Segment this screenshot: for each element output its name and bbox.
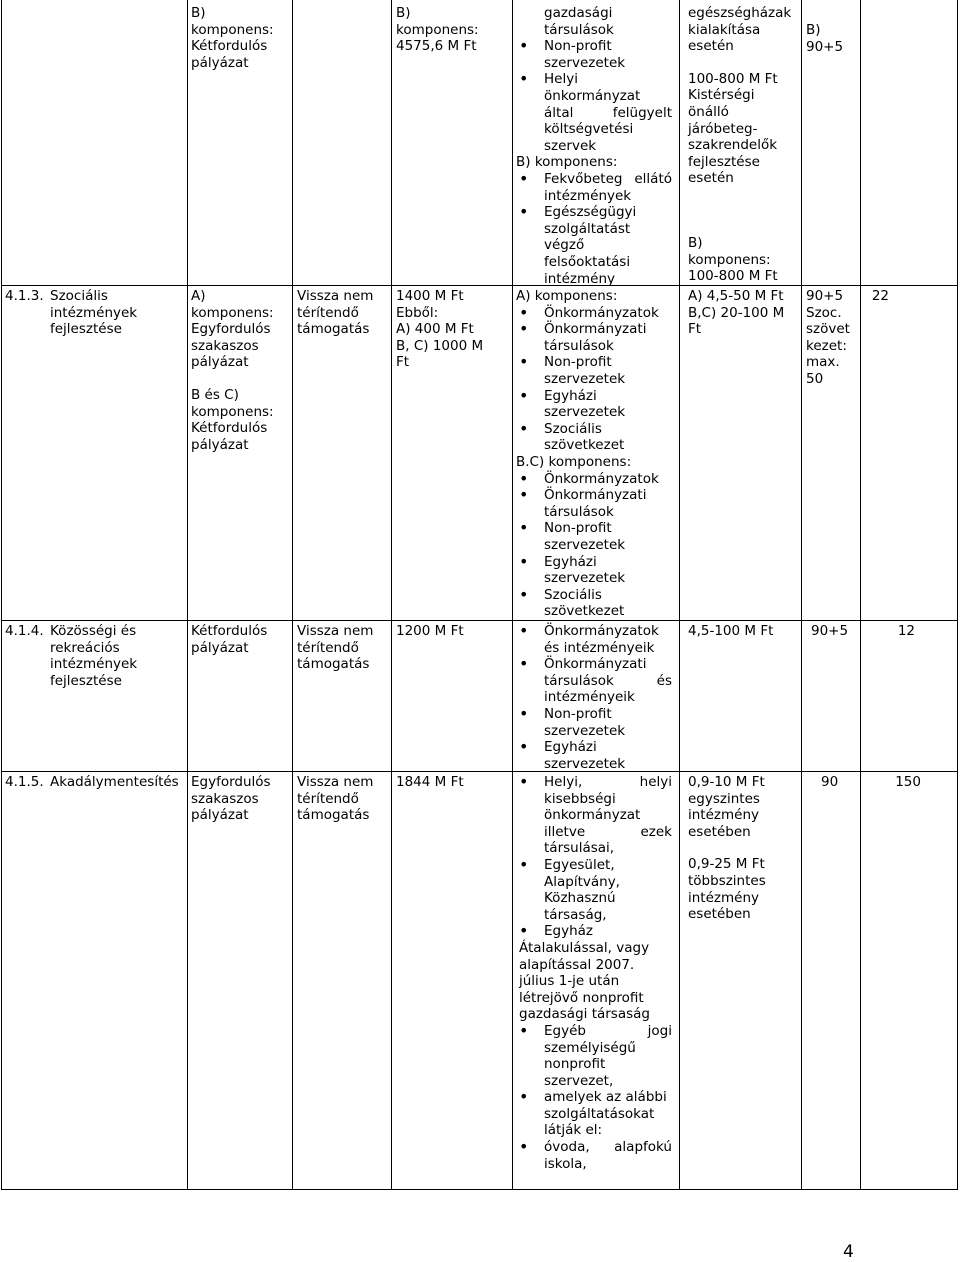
text-line: Vissza nem <box>297 623 374 639</box>
list-item <box>516 923 672 940</box>
text-line: pályázat <box>191 436 249 453</box>
text-line: B,C) 20-100 M <box>688 304 785 321</box>
list-item-text: amelyek az alábbi szolgáltatásokat látják el: <box>544 1089 667 1139</box>
text-line: Ft <box>688 321 702 338</box>
list-item-text: Egyéb jogi személyiségű nonprofit szervezet, <box>544 1022 672 1089</box>
text-line: pályázat <box>191 54 249 71</box>
list-item <box>516 71 672 154</box>
text-line: esetében <box>688 823 751 840</box>
row-amount <box>688 288 798 338</box>
row-divider <box>1 620 958 621</box>
list-item-text: Non-profit szervezetek <box>544 354 626 387</box>
row-eligible <box>516 623 672 772</box>
list-item-text: Egyházi szervezetek <box>544 553 626 587</box>
list-item-text: Önkormányzatok <box>544 470 659 487</box>
list-item-text: Egyházi szervezetek <box>544 739 626 772</box>
text-line: A) 4,5-50 M Ft <box>688 288 784 304</box>
list-item-text: Önkormányzati társulások <box>544 321 647 354</box>
row-duration <box>821 774 857 791</box>
list-item-text: Egészségügyi szolgáltatást végző felsőoktatási intézmény <box>544 204 637 287</box>
component-heading: B.C) komponens: <box>516 453 632 470</box>
funding-table <box>1 0 958 1190</box>
text-line: B és C) <box>191 386 239 403</box>
text-line: B) <box>191 5 206 21</box>
text-line: Kétfordulós <box>191 38 268 55</box>
list-item <box>516 388 672 421</box>
list-item <box>516 857 672 923</box>
list-item-text: Önkormányzatok <box>544 304 659 321</box>
text-line: 4.1.5. <box>5 774 44 790</box>
list-item <box>516 171 672 204</box>
list-item-text: óvoda, alapfokú iskola, <box>544 1139 672 1172</box>
row-count <box>863 774 921 791</box>
text-line: térítendő <box>297 639 359 656</box>
list-item <box>516 471 672 488</box>
row-count <box>863 623 915 640</box>
text-line: esetén <box>688 170 734 187</box>
row-name <box>50 774 187 791</box>
text-line: 4.1.4. <box>5 623 44 639</box>
list-item <box>516 706 672 739</box>
table-border-bottom <box>1 1189 958 1190</box>
list-item <box>516 305 672 322</box>
table-column-divider <box>512 0 513 1190</box>
text-line: 90+5 <box>806 38 844 55</box>
text-line: fejlesztése <box>50 672 122 689</box>
text-line: Kétfordulós <box>191 623 268 639</box>
row-type <box>191 774 286 824</box>
table-column-divider <box>801 0 802 1190</box>
text-line: 0,9-25 M Ft <box>688 856 765 873</box>
text-line: 90+5 <box>811 623 849 639</box>
text-line: támogatás <box>297 807 370 824</box>
row-type <box>191 623 286 656</box>
list-item-text: Fekvőbeteg ellátó intézmények <box>544 170 672 204</box>
cont-type-cell <box>191 5 286 71</box>
text-line: A) 400 M Ft <box>396 321 474 338</box>
text-line: Vissza nem <box>297 774 374 790</box>
list-item <box>516 487 672 520</box>
list-item-text: Szociális szövetkezet <box>544 586 625 620</box>
text-line: 90+5 <box>806 288 844 304</box>
text-line: intézmények <box>50 304 138 321</box>
list-item-text: Egyház <box>544 923 594 940</box>
list-item <box>516 554 672 587</box>
text-line: A) <box>191 288 206 304</box>
text-line: B, C) 1000 M <box>396 337 484 354</box>
row-support <box>297 288 389 338</box>
list-item <box>516 421 672 454</box>
text-line: komponens: <box>396 21 479 38</box>
row-eligible <box>516 288 672 620</box>
list-item-text: Non-profit szervezetek <box>544 38 626 71</box>
text-line: Kistérségi <box>688 87 755 104</box>
text-line: pályázat <box>191 354 249 371</box>
list-item <box>516 354 672 387</box>
text-line: 150 <box>895 774 921 790</box>
text-line: gazdasági <box>544 5 613 21</box>
list-item <box>516 739 672 772</box>
text-line: 0,9-10 M Ft <box>688 774 765 790</box>
cont-eligible-cell <box>516 5 672 287</box>
text-line: esetén <box>688 38 734 55</box>
table-column-divider <box>391 0 392 1190</box>
text-line: szakaszos <box>191 790 259 807</box>
text-line: térítendő <box>297 790 359 807</box>
text-line: támogatás <box>297 656 370 673</box>
cont-duration-cell <box>806 22 858 55</box>
list-item <box>516 587 672 620</box>
text-line: B) <box>688 234 703 251</box>
text-line: 12 <box>897 623 915 639</box>
text-line: fejlesztése <box>50 321 122 338</box>
row-type <box>191 288 286 453</box>
row-support <box>297 623 389 673</box>
text-line: pályázat <box>191 807 249 824</box>
text-line: B) <box>806 22 821 38</box>
text-line: komponens: <box>191 21 274 38</box>
text-line: max. <box>806 354 840 371</box>
text-line: többszintes <box>688 872 766 889</box>
list-item <box>516 520 672 553</box>
table-column-divider <box>187 0 188 1190</box>
row-budget <box>396 774 506 791</box>
text-line: Egyfordulós <box>191 774 271 790</box>
text-line: esetében <box>688 906 751 923</box>
row-amount <box>688 623 798 640</box>
row-number <box>5 774 45 791</box>
row-support <box>297 774 389 824</box>
text-line: Kétfordulós <box>191 420 268 437</box>
text-line: 100-800 M Ft <box>688 268 778 285</box>
text-line: egészségházak <box>688 5 792 21</box>
text-line: önálló <box>688 103 729 120</box>
list-item <box>516 656 672 706</box>
text-line: 4575,6 M Ft <box>396 38 477 55</box>
row-count <box>863 288 889 305</box>
text-line: 1400 M Ft <box>396 288 464 304</box>
text-line: Ft <box>396 354 410 371</box>
text-line: komponens: <box>688 251 771 268</box>
row-divider <box>1 771 958 772</box>
text-line: kezet: <box>806 337 847 354</box>
table-border-left <box>1 0 2 1190</box>
text-line: intézmény <box>688 807 759 824</box>
list-item <box>516 1139 672 1172</box>
list-item-text: Non-profit szervezetek <box>544 520 626 553</box>
component-heading: B) komponens: <box>516 154 618 171</box>
list-item-text: Önkormányzati társulások és intézményeik <box>544 656 672 706</box>
table-column-divider <box>860 0 861 1190</box>
text-line: intézmények <box>50 656 138 673</box>
text-line: 1200 M Ft <box>396 623 464 639</box>
list-item-text: Szociális szövetkezet <box>544 420 625 454</box>
row-number <box>5 288 45 305</box>
list-item-text: Önkormányzati társulások <box>544 487 647 520</box>
list-item-text: Egyesület, Alapítvány, Közhasznú társaság, <box>544 856 620 923</box>
row-number <box>5 623 45 640</box>
text-line: Akadálymentesítés <box>50 774 179 790</box>
text-line: fejlesztése <box>688 153 760 170</box>
text-line: térítendő <box>297 304 359 321</box>
row-divider <box>1 285 958 286</box>
list-item <box>516 1089 672 1139</box>
text-line: B) <box>396 5 411 21</box>
text-line: egyszintes <box>688 790 760 807</box>
text-line: 100-800 M Ft <box>688 70 778 87</box>
text-line: Egyfordulós <box>191 321 271 338</box>
text-line: 22 <box>871 288 889 304</box>
row-eligible <box>516 774 672 1172</box>
row-amount <box>688 774 798 923</box>
text-line: társulások <box>544 21 614 38</box>
text-line: intézmény <box>688 889 759 906</box>
text-line: járóbeteg- <box>688 120 758 137</box>
text-line: Vissza nem <box>297 288 374 304</box>
row-name <box>50 623 185 689</box>
list-item-text: Önkormányzatok és intézményeik <box>544 623 659 656</box>
text-line: komponens: <box>191 403 274 420</box>
text-line: Szoc. <box>806 304 842 321</box>
row-budget <box>396 288 506 371</box>
list-item <box>516 623 672 656</box>
row-duration <box>806 288 858 388</box>
list-item-text: Helyi önkormányzat által felügyelt költségvetési szervek <box>544 71 672 154</box>
list-item-text: Helyi, helyi kisebbségi önkormányzat illetve ezek társulásai, <box>544 774 672 857</box>
eligible-paragraph: Átalakulással, vagy alapítással 2007. július 1-je után létrejövő nonprofit gazdasági társaság <box>519 939 650 1023</box>
text-line: 4,5-100 M Ft <box>688 623 774 639</box>
text-line: szakrendelők <box>688 137 778 154</box>
text-line: szakaszos <box>191 337 259 354</box>
list-item <box>516 774 672 857</box>
text-line: 90 <box>821 774 839 790</box>
text-line: 1844 M Ft <box>396 774 464 790</box>
row-duration <box>811 623 859 640</box>
row-budget <box>396 623 506 640</box>
text-line: rekreációs <box>50 639 120 656</box>
table-column-divider <box>679 0 680 1190</box>
cont-budget-cell <box>396 5 506 55</box>
text-line: támogatás <box>297 321 370 338</box>
table-column-divider <box>292 0 293 1190</box>
text-line: pályázat <box>191 639 249 656</box>
list-item <box>516 204 672 287</box>
text-line: 4.1.3. <box>5 288 44 304</box>
row-name <box>50 288 185 338</box>
list-item <box>516 1023 672 1089</box>
table-border-right <box>957 0 958 1190</box>
cont-amount-cell <box>688 5 798 285</box>
page-number: 4 <box>843 1242 854 1262</box>
list-item-text: Egyházi szervezetek <box>544 387 626 421</box>
text-line: 50 <box>806 370 824 387</box>
list-item <box>516 321 672 354</box>
text-line: Szociális <box>50 288 108 304</box>
text-line: komponens: <box>191 304 274 321</box>
text-line: Közösségi és <box>50 623 137 639</box>
list-item <box>516 38 672 71</box>
text-line: szövet <box>806 321 850 338</box>
list-item-text: Non-profit szervezetek <box>544 705 626 739</box>
text-line: Ebből: <box>396 304 439 321</box>
text-line: kialakítása <box>688 21 761 38</box>
component-heading: A) komponens: <box>516 288 618 304</box>
